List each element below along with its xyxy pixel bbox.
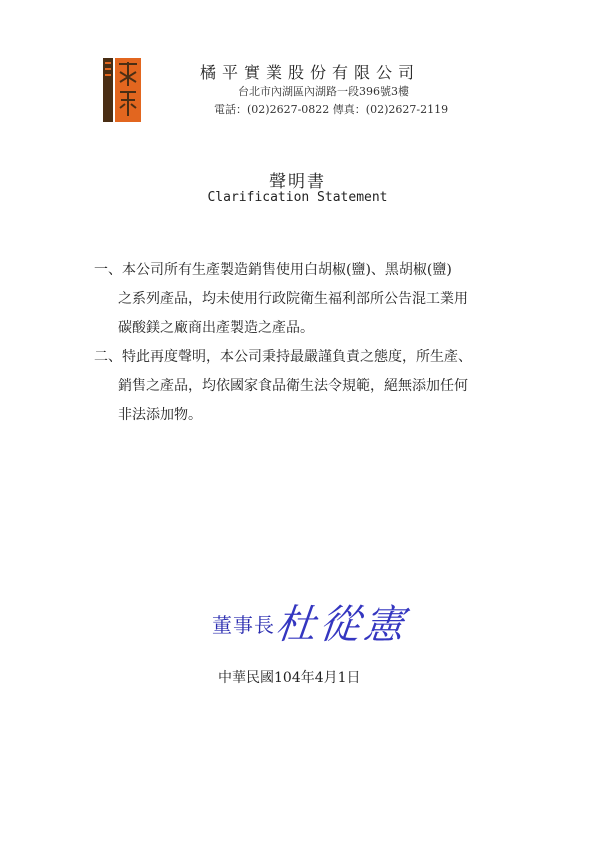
document-title: 聲明書 (269, 172, 326, 192)
company-name: 橘平實業股份有限公司 (200, 63, 421, 82)
clause-line: 非法添加物。 (118, 407, 202, 423)
company-phone-fax: 電話：(02)2627-0822 傳真：(02)2627-2119 (214, 103, 449, 116)
chairman-signature (212, 593, 472, 657)
signature-name: 杜從憲 (273, 602, 411, 648)
clause-line: 一、本公司所有生產製造銷售使用白胡椒(鹽)、黑胡椒(鹽) (94, 262, 452, 278)
logo-emblem-icon (103, 58, 141, 122)
clause-2 (94, 343, 472, 430)
document-date: 中華民國104年4月1日 (218, 670, 361, 686)
clause-line: 二、特此再度聲明，本公司秉持最嚴謹負責之態度，所生產、 (94, 349, 472, 365)
signature-title: 董事長 (212, 613, 275, 637)
clause-1 (94, 256, 468, 343)
clause-line: 銷售之產品，均依國家食品衛生法令規範，絕無添加任何 (118, 378, 468, 394)
document-subtitle: Clarification Statement (207, 190, 388, 205)
company-logo (103, 58, 141, 122)
clause-line: 之系列產品，均未使用行政院衛生福利部所公告混工業用 (118, 291, 468, 307)
clause-line: 碳酸鎂之廠商出產製造之產品。 (118, 320, 314, 336)
company-address: 台北市內湖區內湖路一段396號3樓 (238, 85, 409, 98)
